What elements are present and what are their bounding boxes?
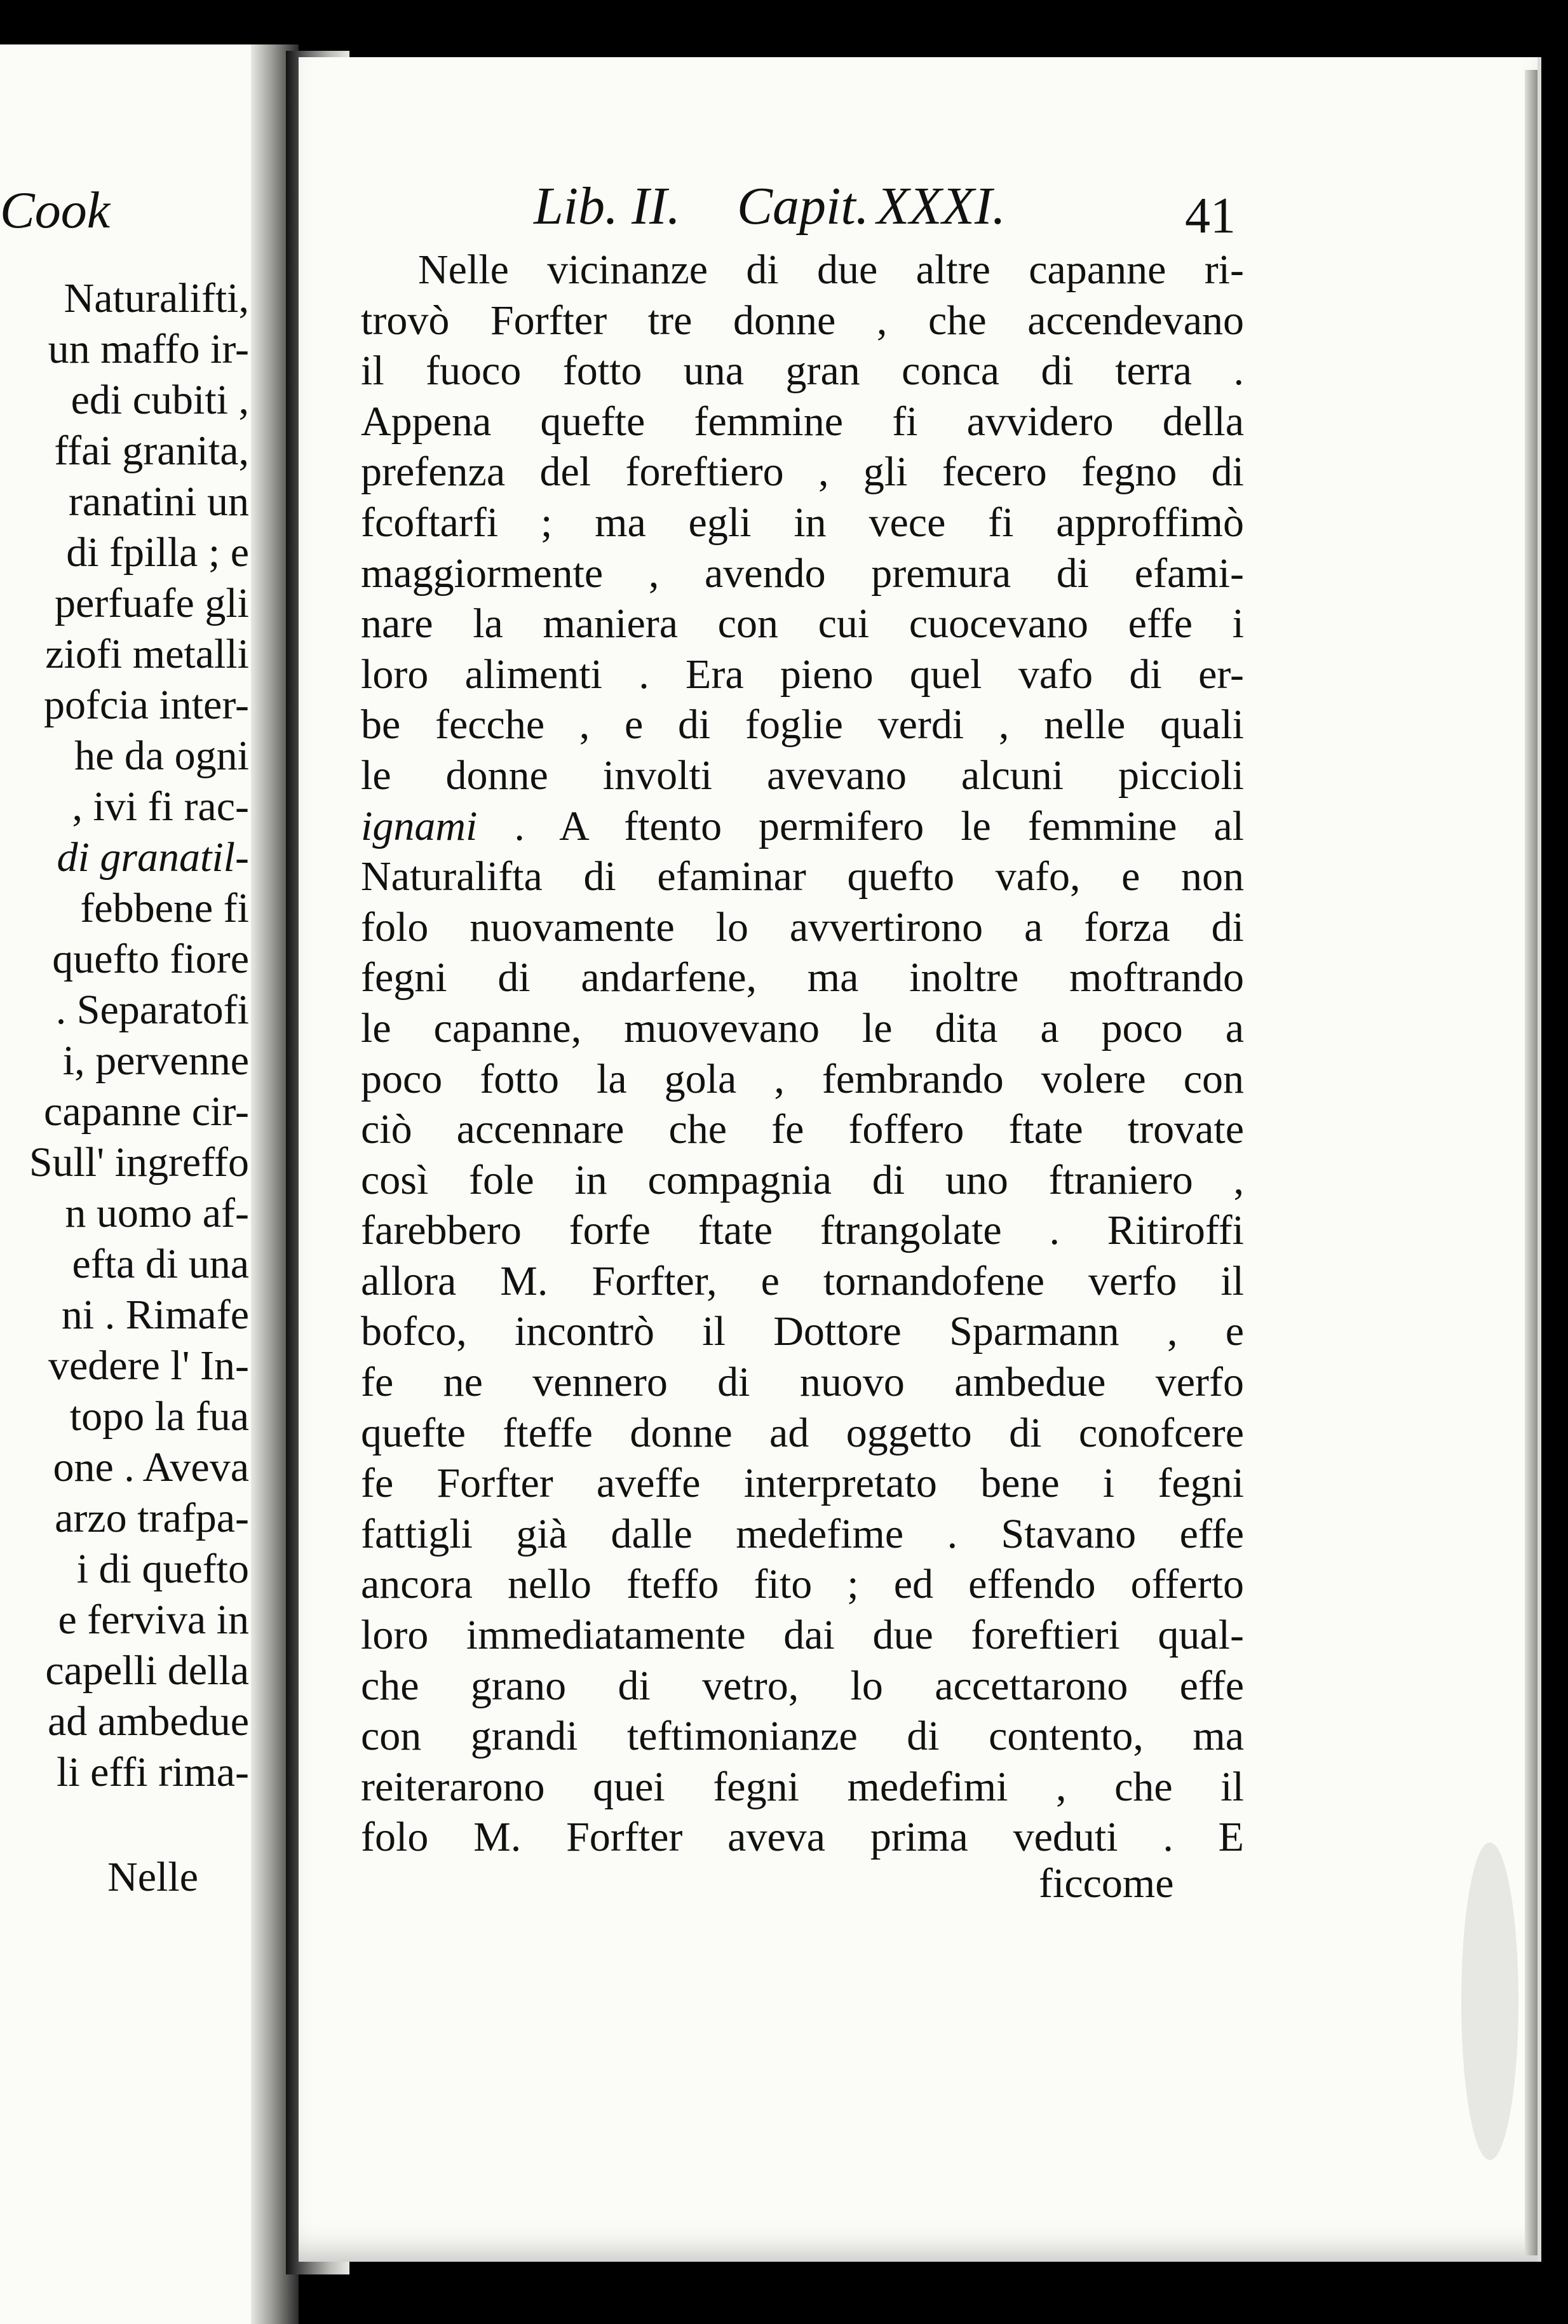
left-text-line: i, pervenne xyxy=(62,1037,249,1084)
left-text-line: li effi rima- xyxy=(57,1749,249,1795)
left-text-line: Sull' ingreffo xyxy=(29,1139,249,1186)
text-line: poco fotto la gola , fembrando volere con xyxy=(361,1055,1244,1102)
text-line: ciò accennare che fe foffero ftate trovate xyxy=(361,1106,1244,1153)
text-line: loro alimenti . Era pieno quel vafo di er- xyxy=(361,651,1244,698)
running-head-capit: Capit. xyxy=(737,177,869,236)
left-text-line: ziofi metalli xyxy=(45,631,249,677)
left-text-line: . Separatofi xyxy=(55,987,249,1033)
text-line: quefte fteffe donne ad oggetto di conofcere xyxy=(361,1409,1244,1456)
text-line: farebbero forfe ftate ftrangolate . Ritiroffi xyxy=(361,1207,1244,1254)
text-line: allora M. Forfter, e tornandofene verfo il xyxy=(361,1257,1244,1304)
left-text-line: he da ogni xyxy=(74,733,249,779)
text-line: bofco, incontrò il Dottore Sparmann , e xyxy=(361,1308,1244,1355)
text-line: maggiormente , avendo premura di efami- xyxy=(361,550,1244,597)
left-text-line: di fpilla ; e xyxy=(66,529,249,576)
left-text-line: ad ambedue xyxy=(47,1698,249,1745)
body-text xyxy=(361,245,1244,1863)
left-text-line: ranatini un xyxy=(68,478,249,525)
left-text-line: topo la fua xyxy=(69,1393,249,1440)
left-text-block xyxy=(29,273,249,1798)
left-text-line: vedere l' In- xyxy=(48,1342,249,1389)
paper-smudge xyxy=(1461,1842,1518,2160)
text-line: fcoftarfi ; ma egli in vece fi approffimò xyxy=(361,499,1244,546)
left-text-line: arzo trafpa- xyxy=(55,1495,249,1541)
left-text-line: pofcia inter- xyxy=(43,682,249,728)
text-line: trovò Forfter tre donne , che accendevano xyxy=(361,297,1244,344)
text-line: fe Forfter aveffe interpretato bene i fegni xyxy=(361,1460,1244,1507)
left-running-head: Cook xyxy=(0,181,111,239)
text-line: le donne involti avevano alcuni piccioli xyxy=(361,752,1244,799)
left-text-line: e ferviva in xyxy=(58,1597,249,1643)
text-line: Appena quefte femmine fi avvidero della xyxy=(361,398,1244,445)
left-text-line: edi cubiti , xyxy=(71,377,249,423)
text-line: folo M. Forfter aveva prima veduti . E xyxy=(361,1814,1244,1861)
text-line: che grano di vetro, lo accettarono effe xyxy=(361,1662,1244,1709)
text-line-with-italic: ignami . A ftento permifero le femmine al xyxy=(361,802,1244,849)
italic-word: ignami xyxy=(361,802,478,849)
left-text-line: ni . Rimafe xyxy=(61,1292,249,1338)
text-line: folo nuovamente lo avvertirono a forza di xyxy=(361,903,1244,950)
left-text-line: , ivi fi rac- xyxy=(72,783,249,830)
left-catchword: Nelle xyxy=(107,1854,198,1900)
left-text-line: efta di una xyxy=(72,1241,249,1287)
text-line: fegni di andarfene, ma inoltre moftrando xyxy=(361,954,1244,1001)
left-text-line: one . Aveva xyxy=(53,1444,249,1490)
running-head xyxy=(356,175,1245,238)
text-line: il fuoco fotto una gran conca di terra . xyxy=(361,348,1244,395)
running-head-chapter: XXXI. xyxy=(877,177,1006,236)
text-line: così fole in compagnia di uno ftraniero , xyxy=(361,1156,1244,1203)
right-page-edge xyxy=(1525,70,1538,2255)
left-text-line: n uomo af- xyxy=(65,1190,249,1236)
text-line: ancora nello fteffo fito ; ed effendo offerto xyxy=(361,1561,1244,1608)
left-text-line: capanne cir- xyxy=(44,1088,249,1135)
text-line: loro immediatamente dai due foreftieri qual- xyxy=(361,1612,1244,1659)
text-line: Nelle vicinanze di due altre capanne ri- xyxy=(418,247,1244,293)
page-number: 41 xyxy=(1185,188,1236,244)
left-text-line: capelli della xyxy=(45,1647,249,1694)
catchword: ficcome xyxy=(1039,1860,1174,1907)
left-text-line: febbene fi xyxy=(80,885,249,931)
running-head-book: Lib. II. xyxy=(534,177,680,236)
text-line: le capanne, muovevano le dita a poco a xyxy=(361,1004,1244,1051)
left-text-line: di granatil- xyxy=(57,834,249,881)
left-text-line: quefto fiore xyxy=(52,936,249,982)
text-line: prefenza del foreftiero , gli fecero fegno di xyxy=(361,449,1244,496)
left-text-line: ffai granita, xyxy=(54,428,249,474)
left-text-line: Naturalifti, xyxy=(64,275,249,321)
left-page-fragment xyxy=(0,44,273,2324)
text-line: fattigli già dalle medefime . Stavano effe xyxy=(361,1510,1244,1557)
left-text-line: un maffo ir- xyxy=(48,326,249,372)
text-line: fe ne vennero di nuovo ambedue verfo xyxy=(361,1359,1244,1406)
text-line: reiterarono quei fegni medefimi , che il xyxy=(361,1763,1244,1810)
text-line: con grandi teftimonianze di contento, ma xyxy=(361,1713,1244,1760)
text-line: nare la maniera con cui cuocevano effe i xyxy=(361,600,1244,647)
left-text-line: i di quefto xyxy=(76,1546,249,1592)
left-text-line: perfuafe gli xyxy=(55,580,249,626)
text-line: Naturalifta di efaminar quefto vafo, e non xyxy=(361,853,1244,900)
text-line: be fecche , e di foglie verdi , nelle quali xyxy=(361,701,1244,748)
